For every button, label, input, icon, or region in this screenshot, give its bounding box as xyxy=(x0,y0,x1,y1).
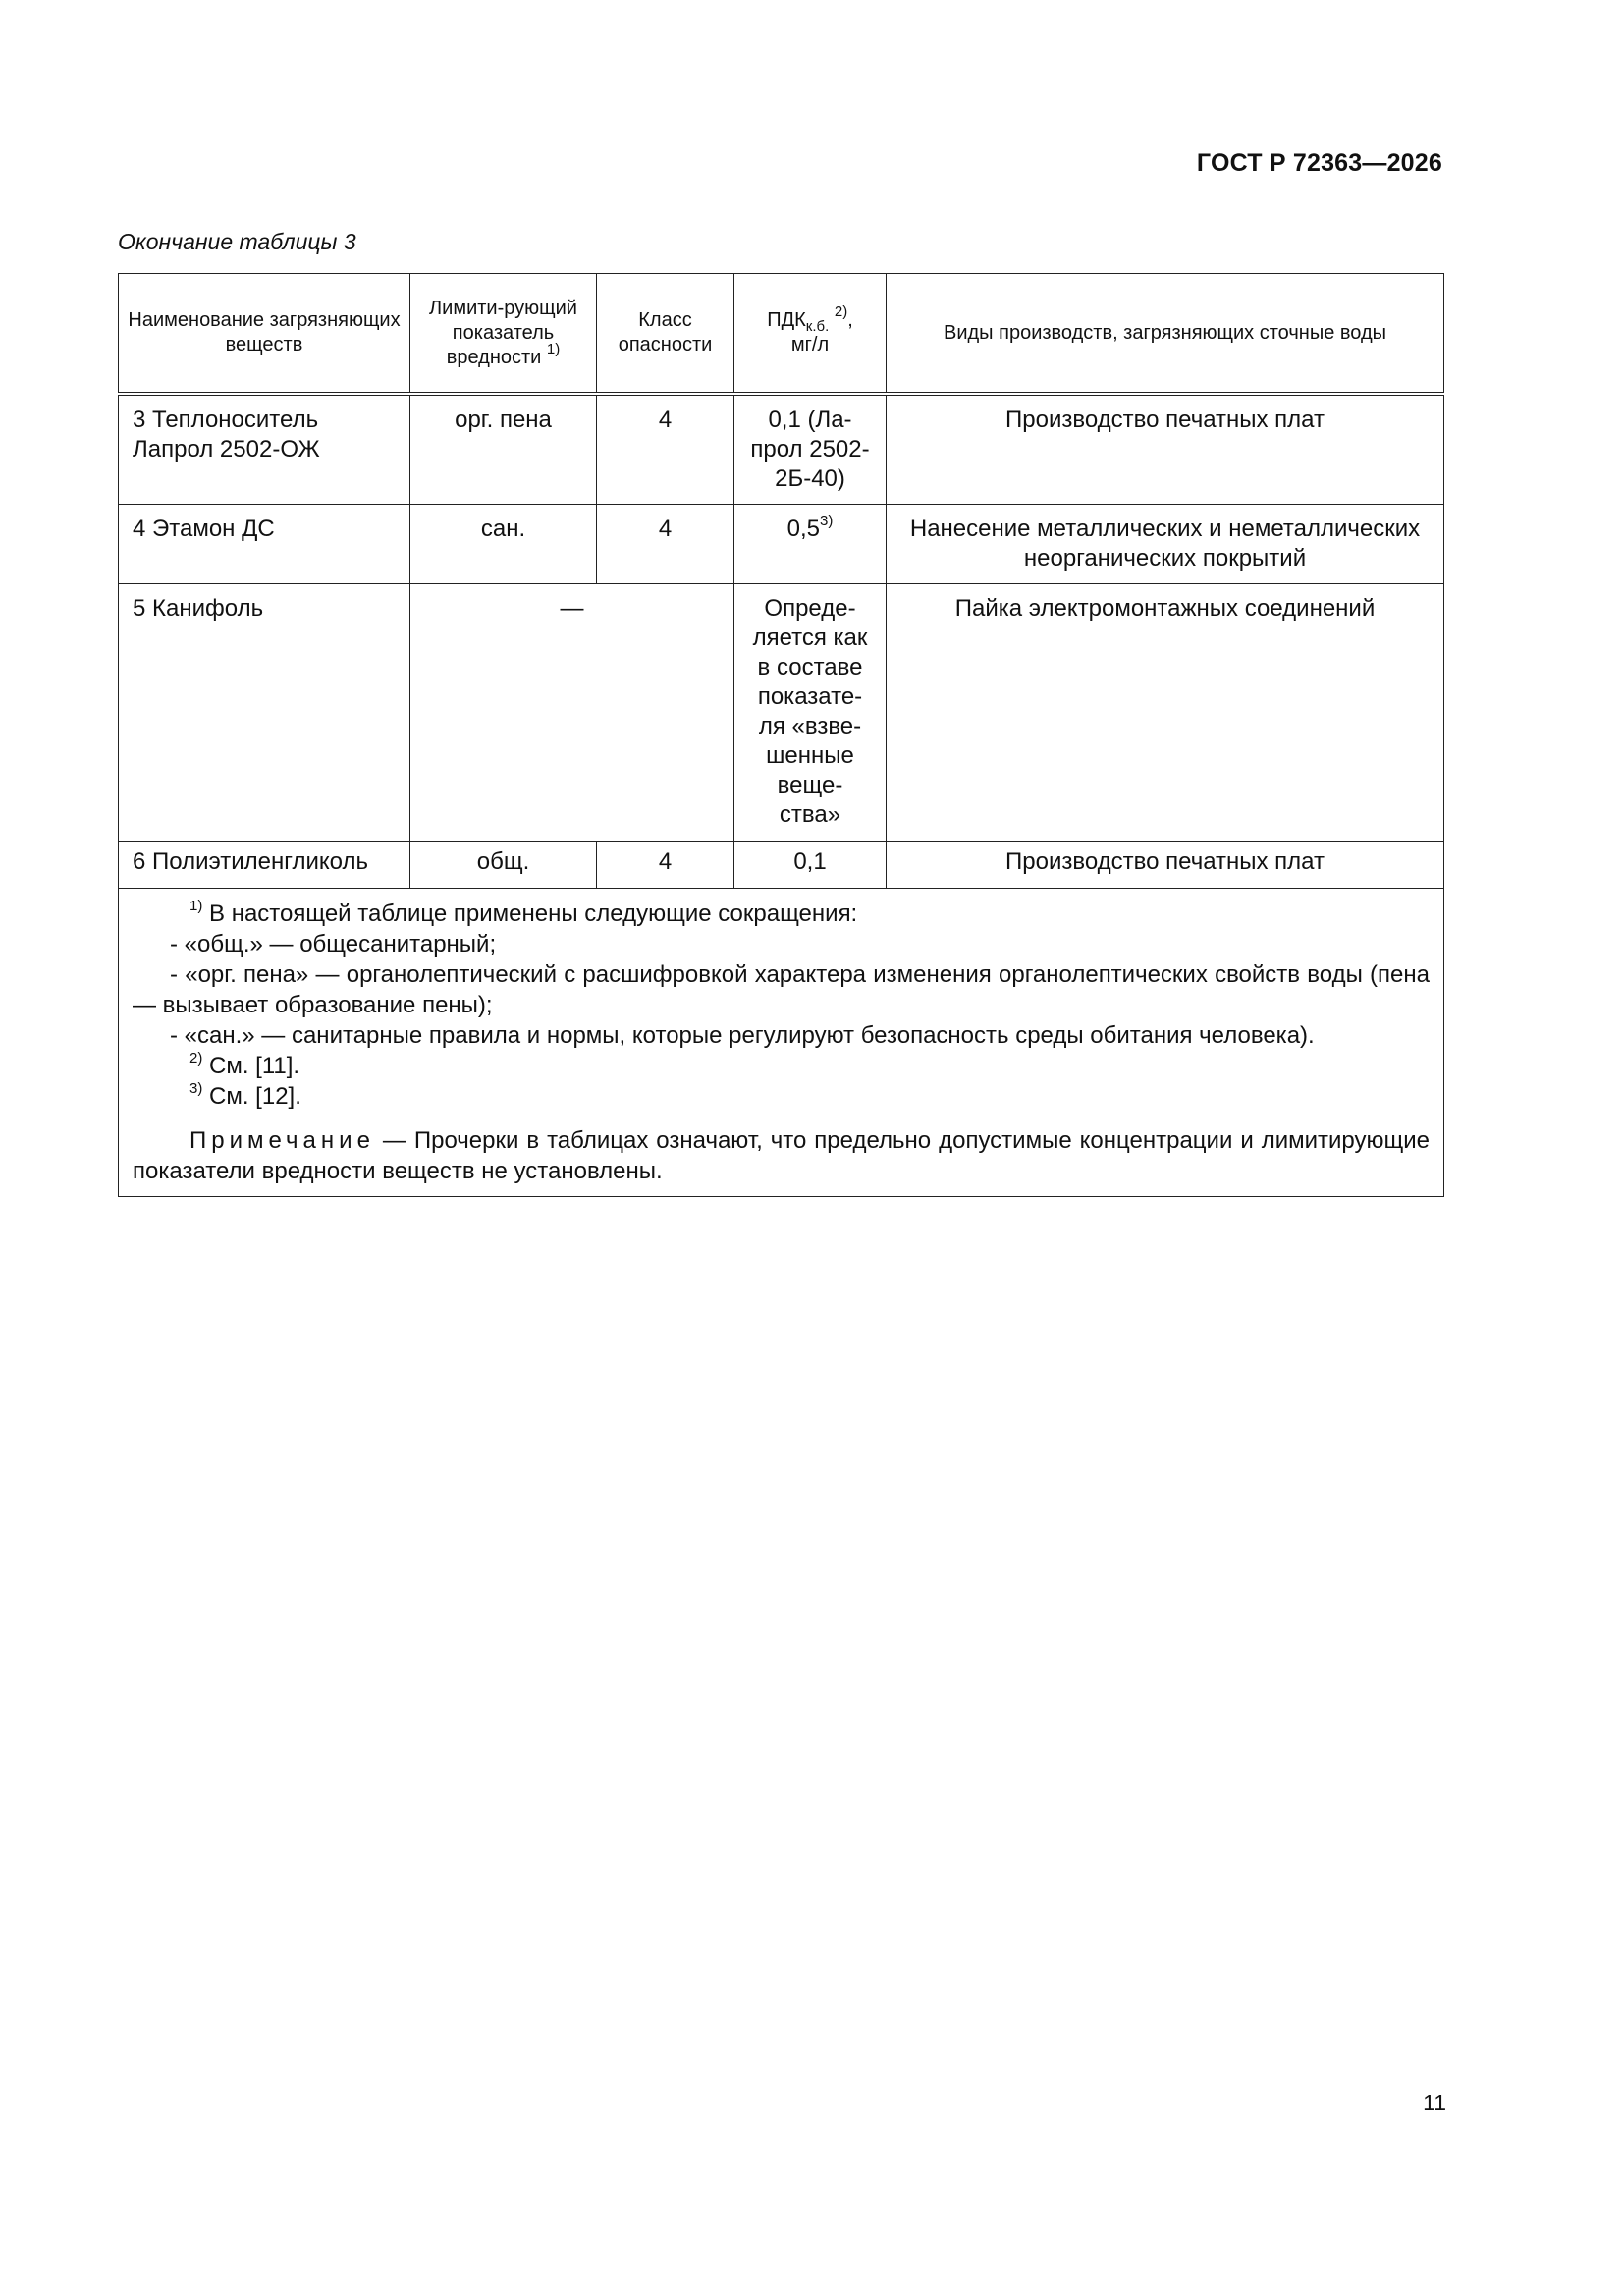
table-notes-row xyxy=(119,889,1444,1197)
row-pdk: 0,5$^{3)}$ xyxy=(734,505,887,584)
abbreviation-item: - «сан.» — санитарные правила и нормы, которые регулируют безопасность среды обитания человека). xyxy=(170,1022,1315,1049)
header-limit: Лимити-рующий показатель вредности $^{1)}$ xyxy=(410,274,597,395)
row-class: 4 xyxy=(597,505,734,584)
page-number: 11 xyxy=(1423,2090,1446,2115)
row-name: 3 Теплоноситель Лапрол 2502-ОЖ xyxy=(119,394,410,505)
row-name: 6 Полиэтиленгликоль xyxy=(119,842,410,889)
footnote-2: $^{2)}$ См. [11]. xyxy=(189,1050,300,1079)
row-pdk: Опреде-ляется как в составе показате-ля «взве-шенные веще-ства» xyxy=(734,584,887,842)
row-limit: общ. xyxy=(410,842,597,889)
note-text: — Прочерки в таблицах означают, что предельно допустимые концентрации и лимитирующие показатели вредности веществ не установлены. xyxy=(133,1127,1430,1184)
table-header-row xyxy=(119,274,1444,395)
document-code: ГОСТ Р 72363—2026 xyxy=(1196,149,1442,177)
table-row xyxy=(119,505,1444,584)
note-label: Примечание xyxy=(189,1127,375,1154)
row-limit: сан. xyxy=(410,505,597,584)
table-notes xyxy=(119,889,1444,1197)
row-limit-class-merged: — xyxy=(410,584,734,842)
footnote-1: $^{1)}$ В настоящей таблице применены следующие сокращения: xyxy=(189,898,858,927)
header-pdk: $ПДК_{к.б.}$ $^{2)}$, мг/л xyxy=(734,274,887,395)
footnote-3: $^{3)}$ См. [12]. xyxy=(189,1080,301,1110)
row-pdk: 0,1 (Ла-прол 2502-2Б-40) xyxy=(734,394,887,505)
abbreviation-item: - «орг. пена» — органолептический с расшифровкой характера изменения органолептических свойств воды (пена — вызывает образование пены); xyxy=(133,961,1430,1018)
row-class: 4 xyxy=(597,842,734,889)
row-kinds: Производство печатных плат xyxy=(887,842,1444,889)
row-kinds: Производство печатных плат xyxy=(887,394,1444,505)
row-name: 4 Этамон ДС xyxy=(119,505,410,584)
row-pdk: 0,1 xyxy=(734,842,887,889)
table-note xyxy=(133,1125,1430,1186)
table-caption: Окончание таблицы 3 xyxy=(118,229,356,254)
row-kinds: Пайка электромонтажных соединений xyxy=(887,584,1444,842)
table-row xyxy=(119,394,1444,505)
table-row xyxy=(119,842,1444,889)
row-kinds: Нанесение металлических и неметаллических неорганических покрытий xyxy=(887,505,1444,584)
header-class: Класс опасности xyxy=(597,274,734,395)
abbreviation-item: - «общ.» — общесанитарный; xyxy=(170,931,497,957)
row-limit: орг. пена xyxy=(410,394,597,505)
table-row xyxy=(119,584,1444,842)
header-name: Наименование загрязняющих веществ xyxy=(119,274,410,395)
row-class: 4 xyxy=(597,394,734,505)
row-name: 5 Канифоль xyxy=(119,584,410,842)
header-kinds: Виды производств, загрязняющих сточные воды xyxy=(887,274,1444,395)
substances-table xyxy=(118,273,1444,1197)
